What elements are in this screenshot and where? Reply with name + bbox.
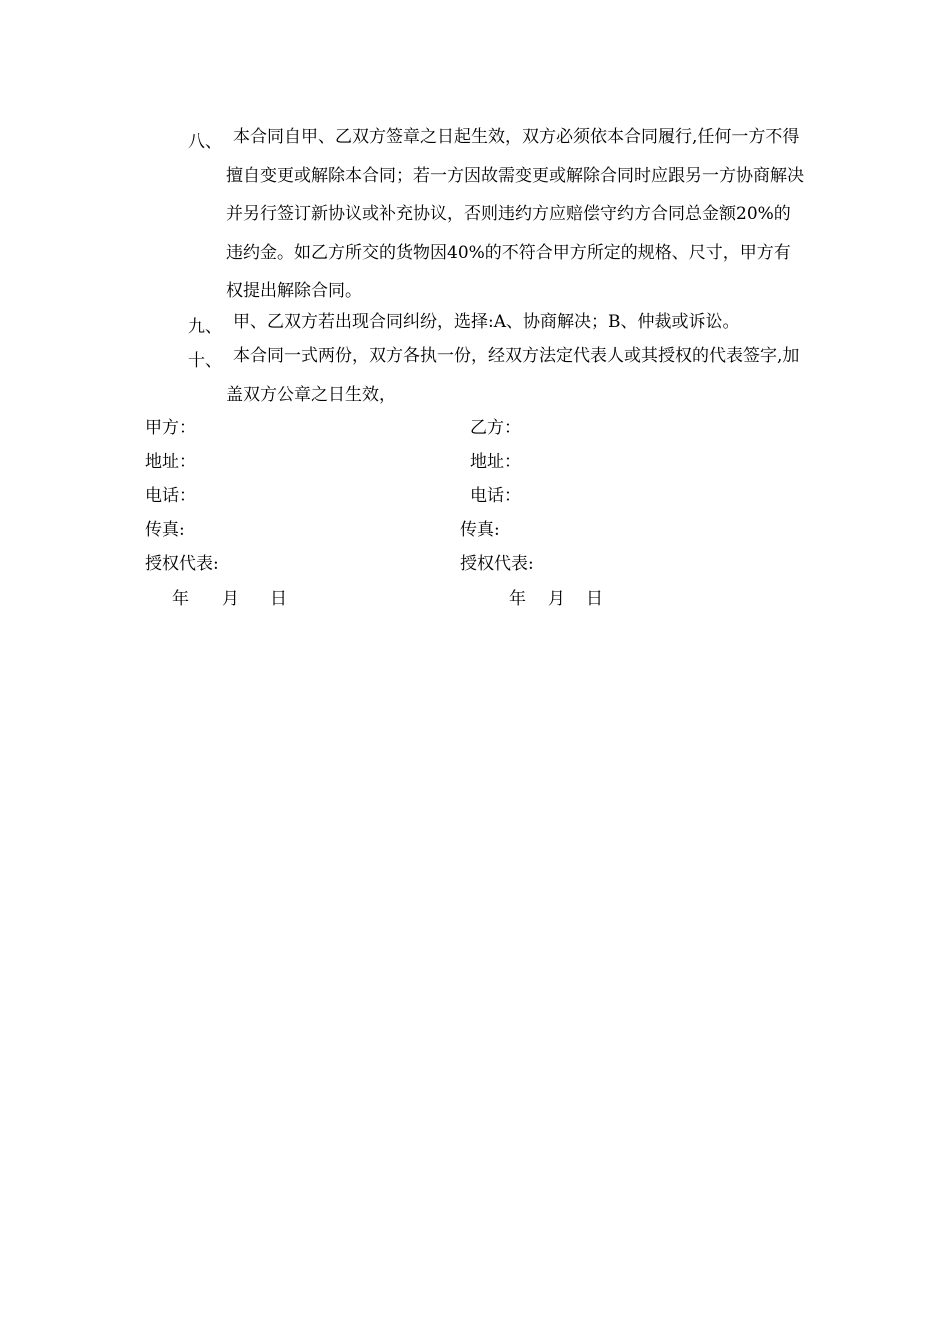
clause-number: 九、	[188, 317, 222, 337]
clause-text: 本合同自甲、乙双方签章之日起生效，双方必须依本合同履行,任何一方不得擅自变更或解除本合同；若一方因故需变更或解除合同时应跟另一方协商解决并另行签订新协议或补充协议，否则违约方应赔偿守约方合同总金额20%的违约金。如乙方所交的货物因40%的不符合甲方所定的规格、尺寸，甲方有权提出解除合同。	[226, 127, 804, 301]
party-a-phone-label: 电话：	[145, 486, 196, 506]
party-a-rep-label: 授权代表:	[145, 554, 219, 574]
clause-number: 八、	[188, 132, 222, 152]
party-a-fax-label: 传真:	[145, 520, 185, 540]
party-b-address-label: 地址：	[470, 452, 521, 472]
clause-number: 十、	[188, 351, 222, 371]
clause-text: 甲、乙双方若出现合同纠纷，选择:A、协商解决；B、仲裁或诉讼。	[233, 312, 740, 332]
party-a-label: 甲方：	[145, 418, 196, 438]
party-a-day: 日	[270, 589, 287, 609]
party-a-address-label: 地址：	[145, 452, 196, 472]
clause-text: 本合同一式两份，双方各执一份，经双方法定代表人或其授权的代表签字,加盖双方公章之日生效，	[226, 346, 800, 405]
party-b-fax-label: 传真:	[460, 520, 500, 540]
party-b-year: 年	[509, 589, 526, 609]
party-b-label: 乙方：	[470, 418, 521, 438]
party-b-month: 月	[548, 589, 565, 609]
party-b-rep-label: 授权代表:	[460, 554, 534, 574]
party-b-day: 日	[586, 589, 603, 609]
party-a-month: 月	[222, 589, 239, 609]
party-a-year: 年	[172, 589, 189, 609]
party-b-phone-label: 电话：	[470, 486, 521, 506]
